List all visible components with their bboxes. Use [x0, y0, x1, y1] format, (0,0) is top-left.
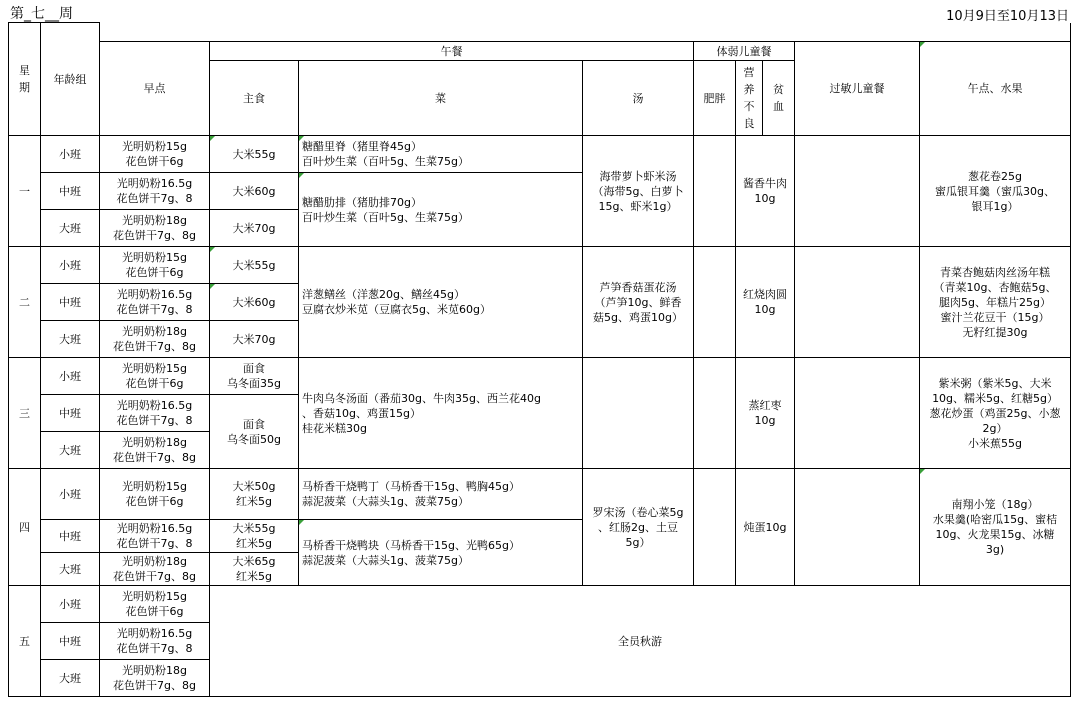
breakfast-cell: 光明奶粉18g 花色饼干7g、8g [100, 321, 210, 358]
snack-cell: 葱花卷25g 蜜瓜银耳羹（蜜瓜30g、 银耳1g） [920, 136, 1071, 247]
weekday-cell: 五 [9, 586, 41, 697]
dish-cell: 牛肉乌冬汤面（番茄30g、牛肉35g、西兰花40g 、香菇10g、鸡蛋15g） 桂花米糕30g [299, 358, 583, 469]
breakfast-cell: 光明奶粉18g 花色饼干7g、8g [100, 660, 210, 697]
header-obese: 肥胖 [694, 61, 736, 136]
allergy-cell [795, 247, 920, 358]
breakfast-cell: 光明奶粉15g 花色饼干6g [100, 358, 210, 395]
header-soup: 汤 [583, 61, 694, 136]
age-group-cell: 大班 [41, 210, 100, 247]
header-dish: 菜 [299, 61, 583, 136]
staple-cell: 大米70g [210, 321, 299, 358]
header-weekday: 星期 [9, 23, 41, 136]
snack-cell: 南翔小笼（18g） 水果羹(哈密瓜15g、蜜桔 10g、火龙果15g、冰糖 3g) [920, 469, 1071, 586]
breakfast-cell: 光明奶粉16.5g 花色饼干7g、8 [100, 284, 210, 321]
breakfast-cell: 光明奶粉18g 花色饼干7g、8g [100, 553, 210, 586]
malnutrition-cell: 酱香牛肉 10g [736, 136, 795, 247]
staple-cell: 大米55g [210, 136, 299, 173]
header-lunch: 午餐 [210, 42, 694, 61]
staple-cell: 大米60g [210, 284, 299, 321]
soup-cell [583, 358, 694, 469]
header-special-meal: 体弱儿童餐 [694, 42, 795, 61]
age-group-cell: 小班 [41, 469, 100, 520]
age-group-cell: 大班 [41, 660, 100, 697]
age-group-cell: 大班 [41, 432, 100, 469]
breakfast-cell: 光明奶粉15g 花色饼干6g [100, 469, 210, 520]
age-group-cell: 大班 [41, 321, 100, 358]
soup-cell: 罗宋汤（卷心菜5g 、红肠2g、土豆 5g） [583, 469, 694, 586]
header-snack: 午点、水果 [920, 42, 1071, 136]
obese-cell [694, 136, 736, 247]
dish-cell: 马桥香干烧鸭块（马桥香干15g、光鸭65g） 蒜泥菠菜（大蒜头1g、菠菜75g） [299, 520, 583, 586]
age-group-cell: 中班 [41, 284, 100, 321]
breakfast-cell: 光明奶粉15g 花色饼干6g [100, 247, 210, 284]
breakfast-cell: 光明奶粉18g 花色饼干7g、8g [100, 210, 210, 247]
allergy-cell [795, 136, 920, 247]
age-group-cell: 小班 [41, 586, 100, 623]
staple-cell: 大米55g [210, 247, 299, 284]
soup-cell: 海带萝卜虾米汤 （海带5g、白萝卜 15g、虾米1g） [583, 136, 694, 247]
age-group-cell: 中班 [41, 173, 100, 210]
weekday-cell: 二 [9, 247, 41, 358]
soup-cell: 芦笋香菇蛋花汤 （芦笋10g、鲜香 菇5g、鸡蛋10g） [583, 247, 694, 358]
breakfast-cell: 光明奶粉16.5g 花色饼干7g、8 [100, 395, 210, 432]
staple-cell: 大米60g [210, 173, 299, 210]
dish-cell: 洋葱鳝丝（洋葱20g、鳝丝45g） 豆腐衣炒米苋（豆腐衣5g、米苋60g） [299, 247, 583, 358]
header-allergy: 过敏儿童餐 [795, 42, 920, 136]
snack-cell: 紫米粥（紫米5g、大米 10g、糯米5g、红糖5g） 葱花炒蛋（鸡蛋25g、小葱 2g） 小米蕉55g [920, 358, 1071, 469]
header-age-group: 年龄组 [41, 23, 100, 136]
allergy-cell [795, 469, 920, 586]
breakfast-cell: 光明奶粉15g 花色饼干6g [100, 586, 210, 623]
date-range: 10月9日至10月13日 [946, 9, 1069, 24]
header-breakfast: 早点 [100, 42, 210, 136]
snack-cell: 青菜杏鲍菇肉丝汤年糕 （青菜10g、杏鲍菇5g、 腿肉5g、年糕片25g） 蜜汁兰花豆干（15g） 无籽红提30g [920, 247, 1071, 358]
obese-cell [694, 358, 736, 469]
obese-cell [694, 469, 736, 586]
breakfast-cell: 光明奶粉16.5g 花色饼干7g、8 [100, 520, 210, 553]
malnutrition-cell: 炖蛋10g [736, 469, 795, 586]
age-group-cell: 小班 [41, 358, 100, 395]
age-group-cell: 中班 [41, 395, 100, 432]
obese-cell [694, 247, 736, 358]
breakfast-cell: 光明奶粉16.5g 花色饼干7g、8 [100, 623, 210, 660]
dish-cell: 糖醋里脊（猪里脊45g） 百叶炒生菜（百叶5g、生菜75g） [299, 136, 583, 173]
breakfast-cell: 光明奶粉16.5g 花色饼干7g、8 [100, 173, 210, 210]
weekday-cell: 三 [9, 358, 41, 469]
staple-cell: 大米55g 红米5g [210, 520, 299, 553]
age-group-cell: 中班 [41, 623, 100, 660]
week-title: 第_七__周 [10, 6, 73, 22]
header-staple: 主食 [210, 61, 299, 136]
breakfast-cell: 光明奶粉18g 花色饼干7g、8g [100, 432, 210, 469]
age-group-cell: 中班 [41, 520, 100, 553]
staple-cell: 大米50g 红米5g [210, 469, 299, 520]
header-malnutrition: 营养不良 [736, 61, 763, 136]
autumn-outing-note: 全员秋游 [210, 586, 1071, 697]
header-anemia: 贫血 [763, 61, 795, 136]
dish-cell: 马桥香干烧鸭丁（马桥香干15g、鸭胸45g） 蒜泥菠菜（大蒜头1g、菠菜75g） [299, 469, 583, 520]
malnutrition-cell: 蒸红枣 10g [736, 358, 795, 469]
staple-cell: 面食 乌冬面50g [210, 395, 299, 469]
staple-cell: 大米65g 红米5g [210, 553, 299, 586]
malnutrition-cell: 红烧肉圆 10g [736, 247, 795, 358]
staple-cell: 面食 乌冬面35g [210, 358, 299, 395]
weekday-cell: 一 [9, 136, 41, 247]
breakfast-cell: 光明奶粉15g 花色饼干6g [100, 136, 210, 173]
dish-cell: 糖醋肋排（猪肋排70g） 百叶炒生菜（百叶5g、生菜75g） [299, 173, 583, 247]
age-group-cell: 大班 [41, 553, 100, 586]
weekday-cell: 四 [9, 469, 41, 586]
allergy-cell [795, 358, 920, 469]
age-group-cell: 小班 [41, 136, 100, 173]
age-group-cell: 小班 [41, 247, 100, 284]
staple-cell: 大米70g [210, 210, 299, 247]
menu-table [8, 22, 1071, 697]
